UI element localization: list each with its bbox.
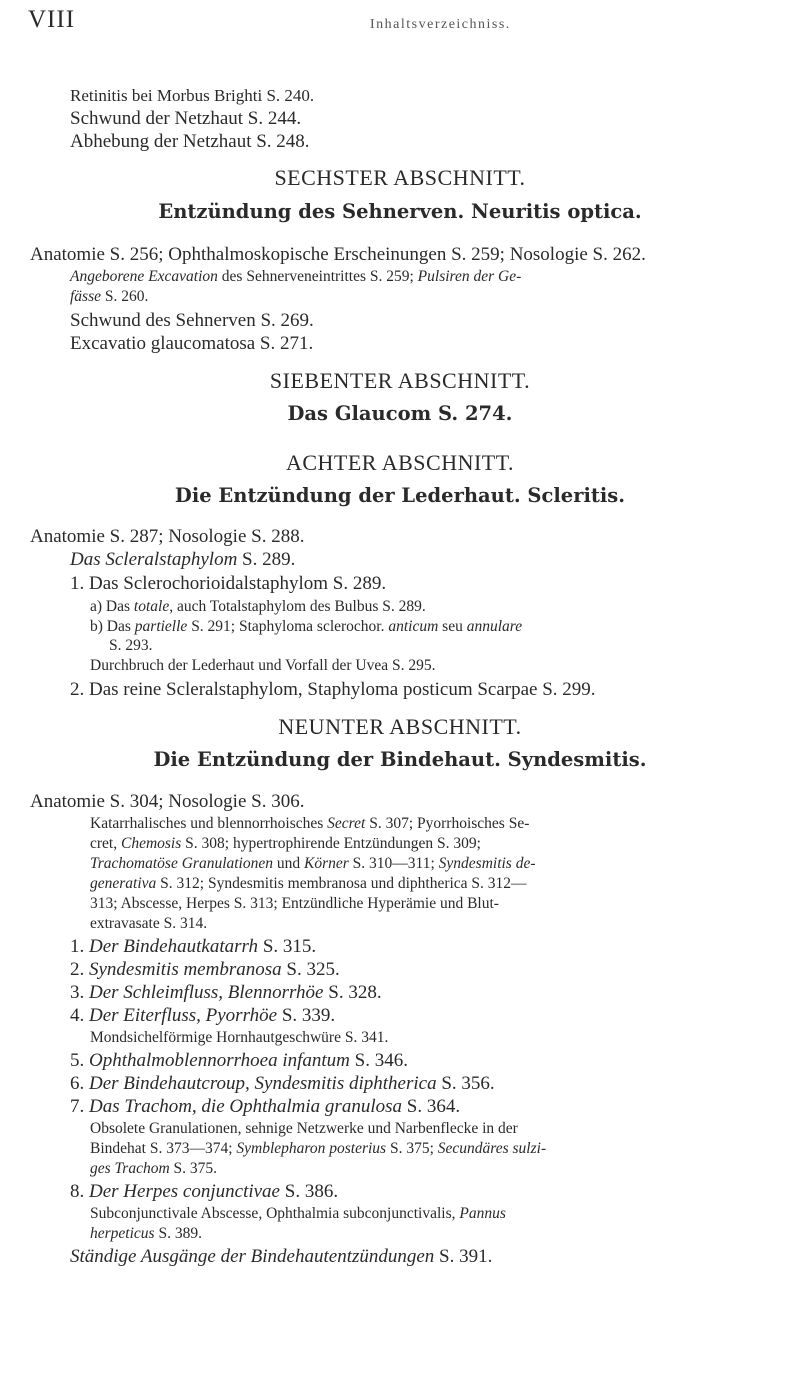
italic-term: totale [133,598,170,615]
toc-entry: Anatomie S. 287; Nosologie S. 288. [30,526,305,547]
toc-entry [90,1160,217,1178]
toc-entry [90,815,529,833]
toc-entry [70,268,521,286]
text: S. 310—311; [348,855,439,872]
toc-entry [70,1181,338,1203]
toc-entry: S. 293. [109,637,153,654]
text: Bindehat S. 373—374; [90,1140,237,1157]
toc-entry [70,1246,492,1268]
toc-entry: extravasate S. 314. [90,915,208,932]
italic-term: Der Schleimfluss, Blennorrhöe [89,982,324,1003]
italic-term: Pannus [459,1205,506,1222]
running-head: Inhaltsverzeichniss. [370,17,511,32]
text: S. 386. [280,1181,339,1202]
toc-entry: Schwund der Netzhaut S. 244. [70,108,302,129]
text: 3. [70,982,89,1003]
section-title: Die Entzündung der Bindehaut. Syndesmitis. [153,748,647,771]
text: S. 328. [323,982,382,1003]
text: und [273,855,304,872]
italic-term: Der Bindehautcroup, Syndesmitis diphtherica [89,1073,437,1094]
toc-entry: Excavatio glaucomatosa S. 271. [70,333,314,354]
text: S. 308; hypertrophirende Entzündungen S. 309; [181,835,481,852]
section-heading: NEUNTER ABSCHNITT. [278,714,522,739]
toc-entry: 2. Das reine Scleralstaphylom, Staphyloma posticum Scarpae S. 299. [70,679,596,700]
toc-entry [70,549,295,571]
text: 4. [70,1005,89,1026]
italic-term: generativa [90,875,157,892]
text: S. 325. [281,959,340,980]
toc-entry [90,1140,546,1158]
text: 8. [70,1181,89,1202]
section-heading: SIEBENTER ABSCHNITT. [269,368,531,393]
toc-entry: Mondsichelförmige Hornhautgeschwüre S. 341. [90,1029,389,1046]
italic-term: Das Trachom, die Ophthalmia granulosa [89,1096,402,1117]
italic-term: anticum [388,618,439,635]
toc-entry: Durchbruch der Lederhaut und Vorfall der Uvea S. 295. [90,657,436,674]
text: S. 364. [402,1096,461,1117]
italic-term: Der Herpes conjunctivae [89,1181,280,1202]
italic-term: herpeticus [90,1225,155,1242]
text: S. 260. [101,288,149,305]
text: S. 339. [277,1005,336,1026]
text: S. 315. [258,936,317,957]
text: seu [438,618,467,635]
text: S. 356. [436,1073,495,1094]
italic-term: Der Eiterfluss, Pyorrhöe [89,1005,278,1026]
page-number: VIII [28,6,76,33]
toc-entry [70,1005,335,1027]
section-title: Entzündung des Sehnerven. Neuritis optica. [158,200,642,223]
text: Katarrhalisches und blennorrhoisches [90,815,328,832]
toc-entry [90,1205,506,1223]
text: 5. [70,1050,89,1071]
toc-entry [90,875,527,893]
text: S. 289. [237,549,296,570]
italic-term: Ophthalmoblennorrhoea infantum [89,1050,350,1071]
toc-entry [70,959,340,981]
text: S. 312; Syndesmitis membranosa und diphtherica S. 312— [156,875,527,892]
toc-entry [70,1096,460,1118]
italic-term: fässe [70,288,101,305]
italic-term: partielle [134,618,188,635]
toc-entry [90,835,481,853]
section-heading: SECHSTER ABSCHNITT. [274,165,526,190]
text: S. 346. [349,1050,408,1071]
italic-term: Pulsiren der Ge- [417,268,522,285]
section-title: Das Glaucom S. 274. [287,402,513,425]
italic-term: annulare [466,618,523,635]
text: S. 291; Staphyloma sclerochor. [187,618,389,635]
toc-entry [70,982,382,1004]
italic-term: Trachomatöse Granulationen [90,855,273,872]
text: Subconjunctivale Abscesse, Ophthalmia subconjunctivalis, [90,1205,460,1222]
text: S. 389. [154,1225,202,1242]
text: a) Das [90,598,134,615]
toc-entry [70,288,148,306]
text: S. 375. [169,1160,218,1177]
toc-entry [70,1050,408,1072]
text: 1. [70,936,89,957]
toc-entry: Anatomie S. 256; Ophthalmoskopische Erscheinungen S. 259; Nosologie S. 262. [30,244,646,265]
toc-entry: Obsolete Granulationen, sehnige Netzwerke und Narbenflecke in der [90,1120,518,1137]
italic-term: Das Scleralstaphylom [70,549,238,570]
toc-entry [90,1225,202,1243]
text: 6. [70,1073,89,1094]
section-heading: ACHTER ABSCHNITT. [285,450,515,475]
toc-entry [70,1073,495,1095]
toc-entry: Retinitis bei Morbus Brighti S. 240. [70,86,315,105]
italic-term: Ständige Ausgänge der Bindehautentzündungen [70,1246,435,1267]
italic-term: Secundäres sulzi- [437,1140,547,1157]
text: 2. [70,959,89,980]
toc-entry [70,936,316,958]
text: b) Das [90,618,135,635]
toc-entry: 1. Das Sclerochorioidalstaphylom S. 289. [70,573,387,594]
toc-entry [90,618,522,636]
italic-term: Symblepharon posterius [236,1140,387,1157]
toc-entry [90,598,426,616]
toc-entry: Schwund des Sehnerven S. 269. [70,310,314,331]
text: des Sehnerveneintrittes S. 259; [217,268,418,285]
toc-entry: Anatomie S. 304; Nosologie S. 306. [30,791,305,812]
text: 7. [70,1096,89,1117]
italic-term: ges Trachom [90,1160,170,1177]
toc-entry [90,855,536,873]
italic-term: Secret [327,815,366,832]
italic-term: Angeborene Excavation [70,268,218,285]
text: S. 375; [386,1140,438,1157]
italic-term: Chemosis [120,835,182,852]
toc-entry: 313; Abscesse, Herpes S. 313; Entzündliche Hyperämie und Blut- [90,895,499,912]
italic-term: Körner [304,855,349,872]
italic-term: Der Bindehautkatarrh [89,936,259,957]
italic-term: Syndesmitis de- [438,855,536,872]
toc-entry: Abhebung der Netzhaut S. 248. [70,131,310,152]
text: cret, [90,835,121,852]
section-title: Die Entzündung der Lederhaut. Scleritis. [174,484,626,507]
italic-term: Syndesmitis membranosa [89,959,282,980]
text: S. 307; Pyorrhoisches Se- [365,815,530,832]
text: S. 391. [434,1246,493,1267]
text: , auch Totalstaphylom des Bulbus S. 289. [169,598,426,615]
